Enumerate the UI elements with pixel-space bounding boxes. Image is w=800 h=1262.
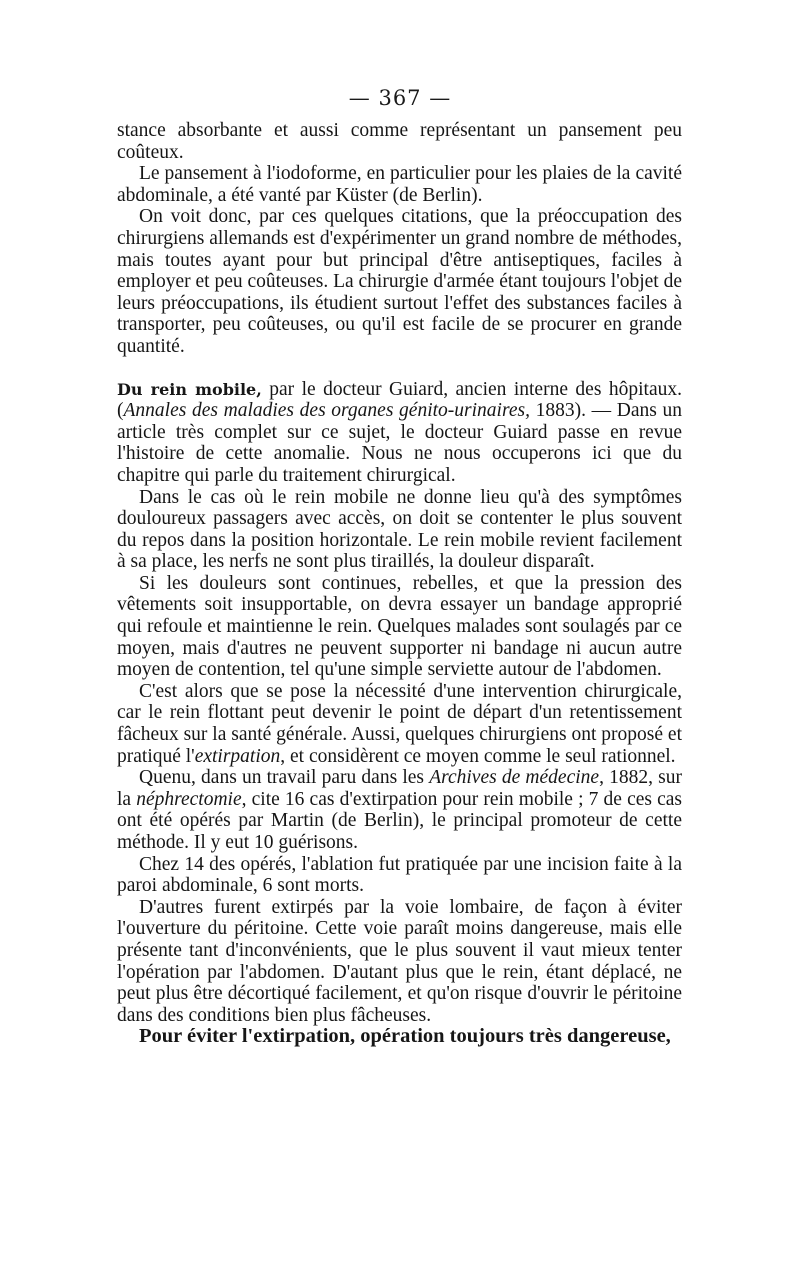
paragraph-1: stance absorbante et aussi comme représentant un pansement peu coûteux. (117, 120, 682, 163)
paragraph-8-c: , cite 16 cas d'extirpation pour rein mobile ; 7 de ces cas ont été opérés par Martin (de Berlin), le principal promoteur de cette méthode. Il y eut 10 guérisons. (117, 788, 683, 853)
archives-title: Archives de médecine (429, 767, 600, 789)
extirpation-term: extirpation (194, 745, 281, 767)
paragraph-7-b: , et considèrent ce moyen comme le seul rationnel. (280, 745, 676, 767)
paragraph-9: Chez 14 des opérés, l'ablation fut pratiquée par une incision faite à la paroi abdominale, 6 sont morts. (117, 853, 682, 897)
paragraph-10: D'autres furent extirpés par la voie lombaire, de façon à éviter l'ouverture du péritoine. Cette voie paraît moins dangereuse, mais elle présente tant d'inconvénients, que le plus souvent il vaut mieux tenter l'opération par l'abdomen. D'autant plus que le rein, étant déplacé, ne peut plus être décortiqué facilement, et qu'on risque d'ouvrir le péritoine dans des conditions bien plus fâcheuses. (117, 896, 682, 1026)
paragraph-2: Le pansement à l'iodoforme, en particulier pour les plaies de la cavité abdominale, a été vanté par Küster (de Berlin). (117, 163, 682, 206)
paragraph-5: Dans le cas où le rein mobile ne donne lieu qu'à des symptômes douloureux passagers avec accès, on doit se contenter le plus souvent du repos dans la position horizontale. Le rein mobile revient facilement à sa place, les nerfs ne sont plus tiraillés, la douleur disparaît. (117, 486, 682, 573)
section-text-b: 1883). — Dans un article très complet sur ce sujet, le docteur Guiard passe en revue l'histoire de cette anomalie. Nous ne nous occuperons ici que du chapitre qui parle du traitement chirurgical. (117, 400, 682, 486)
body-text (117, 120, 682, 1048)
paragraph-7-a: C'est alors que se pose la nécessité d'une intervention chirurgicale, car le rein flottant peut devenir le point de départ d'un retentissement fâcheux sur la santé générale. Aussi, quelques chirurgiens ont proposé et pratiqué l' (117, 680, 682, 767)
paragraph-11: Pour éviter l'extirpation, opération toujours très dangereuse, (139, 1025, 671, 1048)
page-number: — 367 — (348, 86, 452, 110)
paragraph-7 (117, 681, 682, 767)
paragraph-8 (117, 767, 682, 853)
paragraph-3: On voit donc, par ces quelques citations, que la préoccupation des chirurgiens allemands est d'expérimenter un grand nombre de méthodes, mais toutes ayant pour but principal d'être antiseptiques, faciles à employer et peu coûteuses. La chirurgie d'armée étant toujours l'objet de leurs préoccupations, ils étudient surtout l'effet des substances faciles à transporter, peu coûteuses, ou qu'il est facile de se procurer en grande quantité. (117, 206, 682, 357)
section-text-a: par le docteur Guiard, ancien interne des hôpitaux. ( (117, 378, 682, 422)
paragraph-8-b: , 1882, sur la (117, 767, 682, 810)
paragraph-6: Si les douleurs sont continues, rebelles, et que la pression des vêtements soit insupportable, on devra essayer un bandage approprié qui refoule et maintienne le rein. Quelques malades sont soulagés par ce moyen, mais d'autres ne peuvent supporter ni bandage ni aucun autre moyen de contention, tel qu'une simple serviette autour de l'abdomen. (117, 572, 682, 681)
nephrectomie-term: néphrectomie (136, 788, 242, 810)
paragraph-8-a: Quenu, dans un travail paru dans les (139, 767, 430, 789)
section-title: Du rein mobile, (117, 379, 262, 399)
section-paragraph (117, 379, 682, 487)
journal-title: Annales des maladies des organes génito-urinaires, (123, 400, 530, 422)
